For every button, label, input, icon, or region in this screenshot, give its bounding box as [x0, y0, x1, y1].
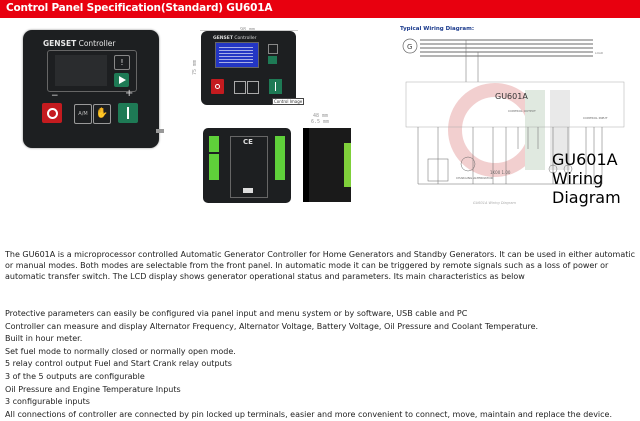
- manual-hand-icon: ✋: [93, 104, 111, 124]
- lcd-screen: [55, 55, 107, 86]
- plus-label: +: [125, 88, 134, 99]
- start-button-icon: [269, 79, 282, 94]
- minus-label: −: [51, 91, 59, 101]
- svg-text:GU601A Wiring Diagram: GU601A Wiring Diagram: [473, 201, 516, 205]
- terminal-block: [209, 154, 219, 180]
- start-button-icon: [118, 103, 138, 123]
- terminal-block: [209, 136, 219, 152]
- auto-mode-icon: A/M: [74, 104, 92, 124]
- feature-list: [5, 308, 637, 421]
- side-terminal: [344, 143, 351, 187]
- controller-back-image: [203, 128, 291, 203]
- controller-front-dimension-image: [201, 31, 296, 105]
- svg-text:CHARGING ALTERNATOR: CHARGING ALTERNATOR: [456, 176, 493, 180]
- page-title: Control Panel Specification(Standard) GU601A: [6, 2, 273, 14]
- feature-item: 3 configurable inputs: [5, 397, 90, 407]
- play-icon: [268, 56, 277, 64]
- controller-brand-small: GENSET Controller: [213, 36, 257, 41]
- wiring-diagram-title: Typical Wiring Diagram:: [400, 26, 475, 32]
- terminal-block: [275, 136, 285, 180]
- feature-item: 3 of the 5 outputs are configurable: [5, 371, 145, 381]
- product-description: The GU601A is a microprocessor controlled Automatic Generator Controller for Home Generators and Standby Generators. It can be used in either automatic or manual modes. Both modes are selectable from the front panel. In automatic mode it can be triggered by remote signals such as a loss of power or automatic transfer switch. The LCD display shows generator operational status and parameters. Its main characteristics as below: [5, 250, 635, 281]
- svg-text:1K00 1.00: 1K00 1.00: [490, 170, 511, 175]
- stop-button-icon: [211, 79, 224, 94]
- svg-text:GU601A: GU601A: [495, 92, 528, 101]
- lcd-screen-lit: [215, 42, 259, 68]
- alarm-icon: [268, 44, 278, 54]
- svg-text:CONTROL INPUT: CONTROL INPUT: [583, 116, 608, 120]
- controller-front-image: [23, 30, 159, 148]
- image-tooltip: Control Image: [274, 99, 303, 104]
- feature-item: 5 relay control output Fuel and Start Crank relay outputs: [5, 359, 232, 369]
- auto-mode-icon: [234, 81, 246, 94]
- feature-item: Oil Pressure and Engine Temperature Inputs: [5, 384, 181, 394]
- svg-text:LOAD: LOAD: [595, 51, 604, 55]
- controller-brand: GENSET Controller: [43, 39, 116, 48]
- feature-item: Set fuel mode to normally closed or normally open mode.: [5, 346, 236, 356]
- stop-button-icon: [42, 103, 62, 123]
- usb-port-icon: [243, 188, 253, 193]
- usb-tag-icon: [156, 129, 164, 133]
- lcd-frame: [47, 50, 137, 92]
- feature-item: Protective parameters can easily be configured via panel input and menu system or by software, USB cable and PC: [5, 309, 468, 318]
- page-header: [0, 0, 640, 18]
- bezel-dimension: 6.5 mm: [311, 119, 330, 125]
- feature-item: Built in hour meter.: [5, 334, 83, 344]
- side-bezel: [303, 128, 309, 202]
- play-icon: [114, 73, 129, 87]
- feature-item: All connections of controller are connected by pin locked up terminals, easier and more convenient to connect, move, maintain and replace the device.: [5, 409, 613, 419]
- depth-dimension: 48 mm: [313, 113, 329, 119]
- controller-side-image: [303, 128, 351, 202]
- height-dimension: 75 mm: [192, 59, 198, 75]
- svg-text:G: G: [407, 43, 413, 51]
- alarm-icon: !: [114, 55, 130, 70]
- wiring-diagram-tooltip: GU601A Wiring Diagram: [552, 150, 621, 207]
- feature-item: Controller can measure and display Alternator Frequency, Alternator Voltage, Battery Voltage, Oil Pressure and Coolant Temperature.: [5, 321, 539, 331]
- manual-hand-icon: [247, 81, 259, 94]
- svg-text:CONTROL OUTPUT: CONTROL OUTPUT: [508, 109, 536, 113]
- ce-mark: CE: [243, 138, 253, 146]
